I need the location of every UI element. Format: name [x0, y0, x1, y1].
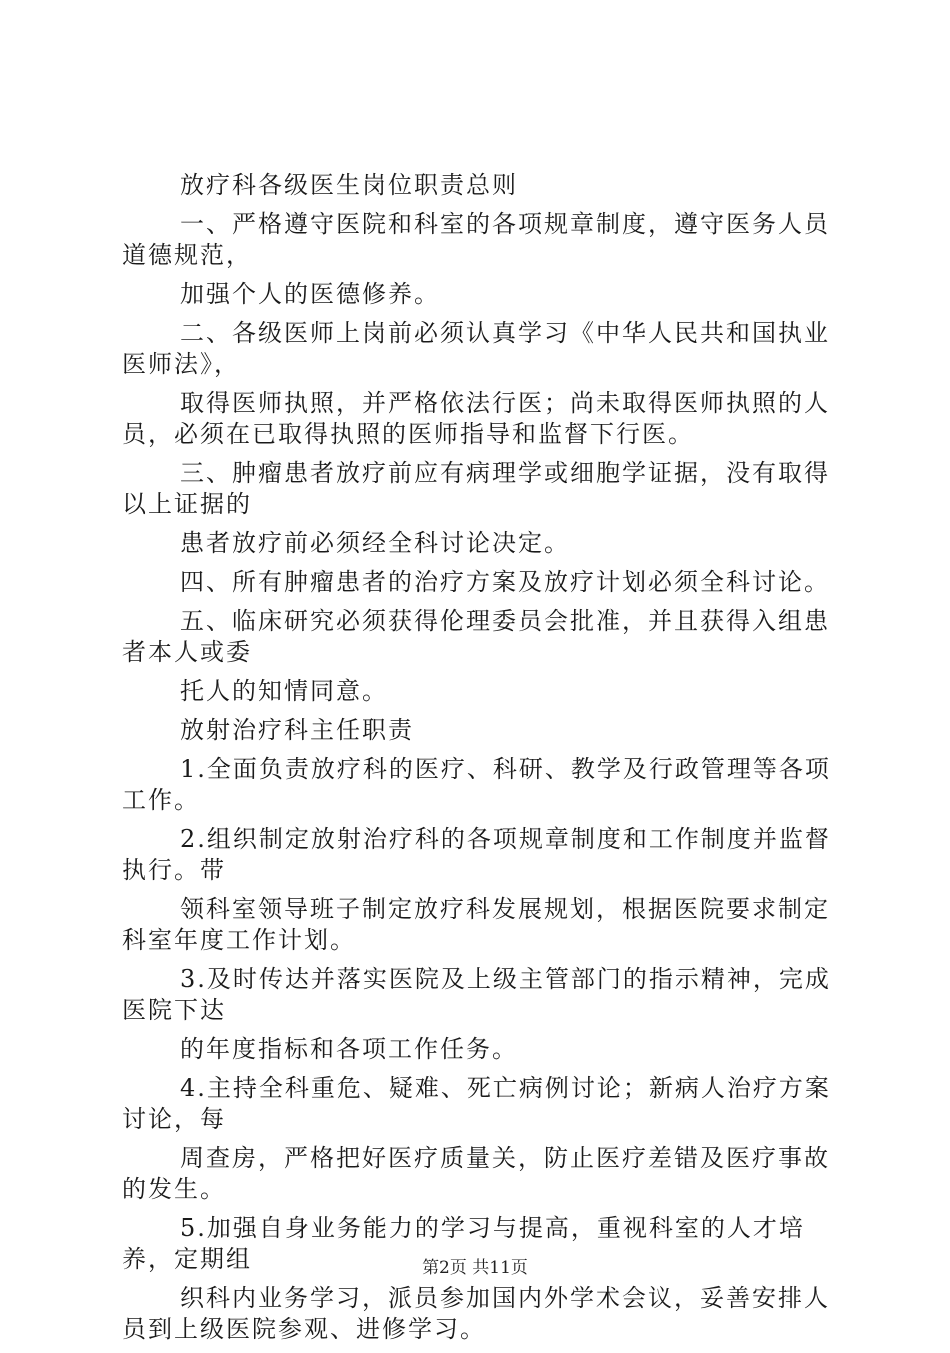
paragraph: 托人的知情同意。 [180, 677, 388, 705]
doc-title: 放疗科各级医生岗位职责总则 [180, 171, 518, 199]
paragraph: 1.全面负责放疗科的医疗、科研、教学及行政管理等各项工作。 [122, 755, 831, 814]
paragraph: 二、各级医师上岗前必须认真学习《中华人民共和国执业医师法》， [122, 319, 830, 378]
paragraph: 2.组织制定放射治疗科的各项规章制度和工作制度并监督执行。带 [122, 825, 831, 884]
paragraph: 一、严格遵守医院和科室的各项规章制度，遵守医务人员道德规范， [122, 210, 830, 269]
paragraph: 织科内业务学习，派员参加国内外学术会议，妥善安排人员到上级医院参观、进修学习。 [122, 1284, 830, 1343]
paragraph: 3.及时传达并落实医院及上级主管部门的指示精神，完成医院下达 [122, 965, 831, 1024]
paragraph: 领科室领导班子制定放疗科发展规划，根据医院要求制定科室年度工作计划。 [122, 895, 830, 954]
section-heading: 放射治疗科主任职责 [180, 716, 414, 744]
document-body [122, 170, 834, 1353]
paragraph: 四、所有肿瘤患者的治疗方案及放疗计划必须全科讨论。 [180, 568, 830, 596]
paragraph: 加强个人的医德修养。 [180, 280, 440, 308]
paragraph: 周查房，严格把好医疗质量关，防止医疗差错及医疗事故的发生。 [122, 1144, 830, 1203]
paragraph: 三、肿瘤患者放疗前应有病理学或细胞学证据，没有取得以上证据的 [122, 459, 830, 518]
paragraph: 取得医师执照，并严格依法行医；尚未取得医师执照的人员，必须在已取得执照的医师指导和监督下行医。 [122, 389, 830, 448]
paragraph: 5.加强自身业务能力的学习与提高，重视科室的人才培养，定期组 [122, 1214, 805, 1273]
page-footer: 第2页 共11页 [422, 1258, 528, 1278]
paragraph: 的年度指标和各项工作任务。 [180, 1035, 518, 1063]
paragraph: 4.主持全科重危、疑难、死亡病例讨论；新病人治疗方案讨论，每 [122, 1074, 831, 1133]
paragraph: 患者放疗前必须经全科讨论决定。 [180, 529, 570, 557]
paragraph: 五、临床研究必须获得伦理委员会批准，并且获得入组患者本人或委 [122, 607, 830, 666]
